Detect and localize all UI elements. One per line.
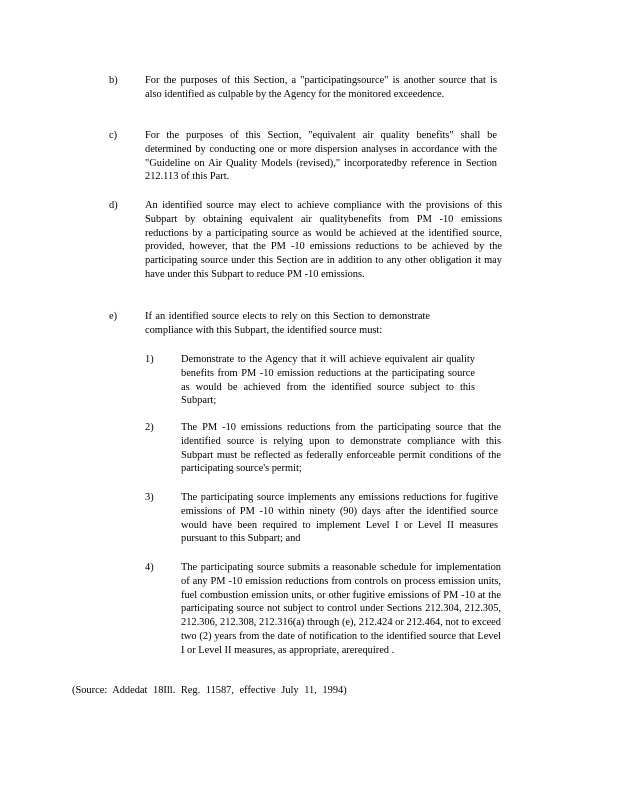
source-note: (Source: Addedat 18Ill. Reg. 11587, effective July 11, 1994) (72, 685, 347, 696)
item-text: For the purposes of this Section, a "participatingsource" is another source that is also identified as culpable by the Agency for the monitored exceedence. (145, 75, 497, 100)
item-label: c) (109, 130, 118, 141)
subitem-label: 2) (145, 422, 154, 433)
subitem-label: 1) (145, 354, 154, 365)
item-label: e) (109, 311, 118, 322)
item-text: For the purposes of this Section, "equivalent air quality benefits" shall be determined by conducting one or more dispersion analyses in accordance with the "Guideline on Air Quality Models (revised)," incorporatedby reference in Section 212.113 of this Part. (145, 130, 497, 183)
subitem-label: 4) (145, 562, 154, 573)
item-label: d) (109, 200, 118, 211)
item-text: If an identified source elects to rely on this Section to demonstrate compliance with this Subpart, the identified source must: (145, 311, 430, 336)
item-label: b) (109, 75, 118, 86)
subitem-text: The participating source implements any emissions reductions for fugitive emissions of PM -10 within ninety (90) days after the identified source would have been required to implement Level I or Level II measures pursuant to this Subpart; and (181, 492, 498, 545)
subitem-label: 3) (145, 492, 154, 503)
subitem-text: The participating source submits a reasonable schedule for implementation of any PM -10 emission reductions from controls on process emission units, fuel combustion emission units, or other fugitive emissions of PM -10 at the participating source not subject to control under Sections 212.304, 212.305, 212.306, 212.308, 212.316(a) through (e), 212.424 or 212.464, not to exceed two (2) years from the date of notification to the identified source that Level I or Level II measures, as appropriate, arerequired . (181, 562, 501, 656)
item-text: An identified source may elect to achieve compliance with the provisions of this Subpart by obtaining equivalent air qualitybenefits from PM -10 emissions reductions by a participating source as would be achieved at the identified source, provided, however, that the PM -10 emissions reductions to be achieved by the participating source under this Section are in addition to any other obligation it may have under this Subpart to reduce PM -10 emissions. (145, 200, 502, 280)
subitem-text: Demonstrate to the Agency that it will achieve equivalent air quality benefits from PM -10 emission reductions at the participating source as would be achieved from the identified source subject to this Subpart; (181, 354, 475, 407)
subitem-text: The PM -10 emissions reductions from the participating source that the identified source is relying upon to demonstrate compliance with this Subpart must be reflected as federally enforceable permit conditions of the participating source's permit; (181, 422, 501, 475)
